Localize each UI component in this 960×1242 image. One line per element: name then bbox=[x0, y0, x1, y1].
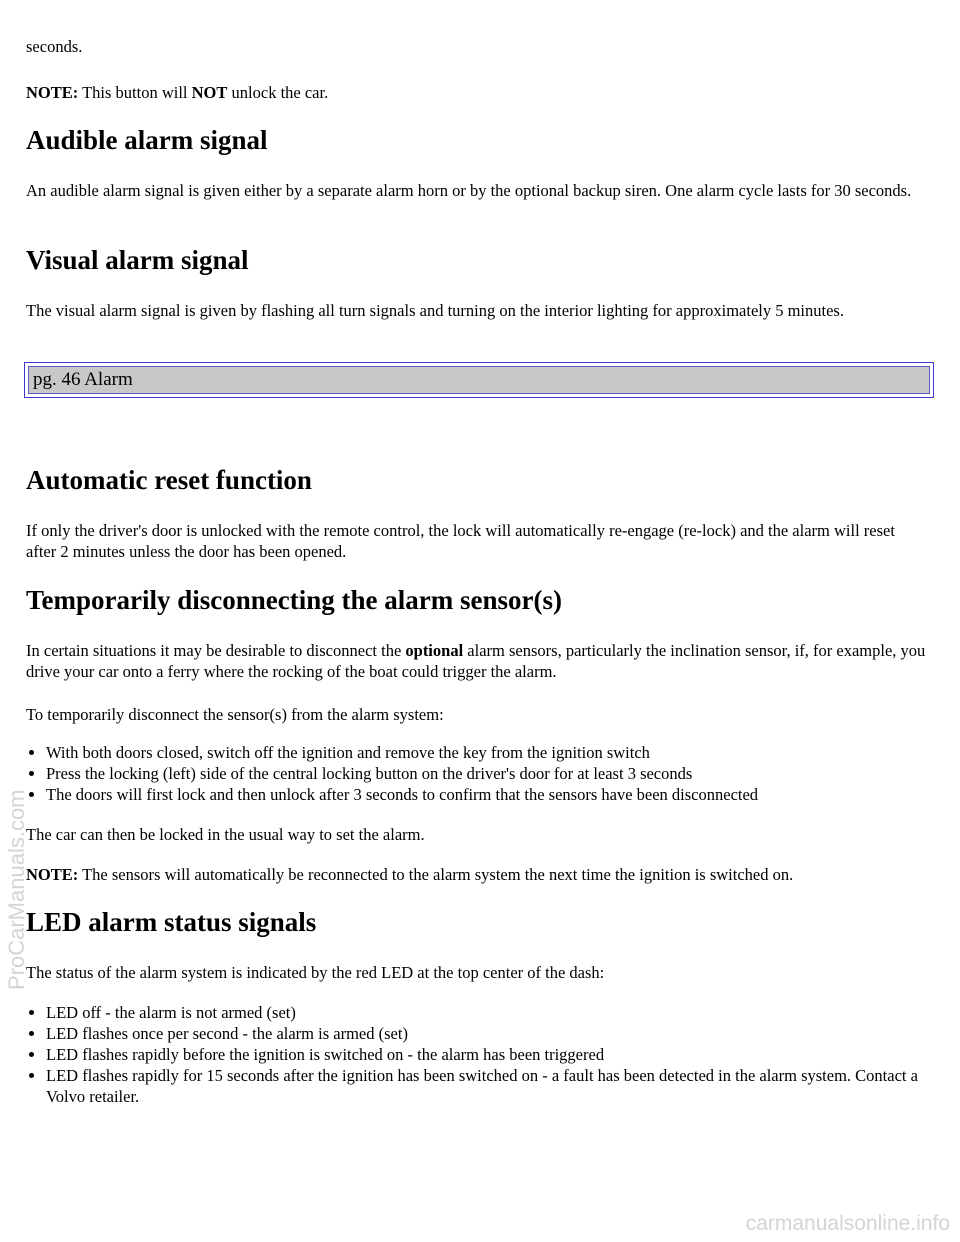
list-item: LED flashes rapidly before the ignition is switched on - the alarm has been triggered bbox=[26, 1044, 926, 1065]
list-item: With both doors closed, switch off the ignition and remove the key from the ignition switch bbox=[26, 742, 934, 763]
disconnect-body bbox=[26, 640, 934, 682]
heading-visual-alarm: Visual alarm signal bbox=[26, 245, 249, 275]
list-item: LED off - the alarm is not armed (set) bbox=[26, 1002, 926, 1023]
disconnect-body-2: alarm sensors, particularly the inclination sensor, if, for example, you drive your car onto a ferry where the rocking of the boat could trigger the alarm. bbox=[26, 641, 926, 681]
bottom-watermark: carmanualsonline.info bbox=[745, 1212, 950, 1235]
lock-usual-text: The car can then be locked in the usual way to set the alarm. bbox=[26, 825, 425, 844]
sensor-note-label: NOTE: bbox=[26, 865, 79, 884]
audible-alarm-body: An audible alarm signal is given either by a separate alarm horn or by the optional backup siren. One alarm cycle lasts for 30 seconds. bbox=[26, 181, 912, 200]
side-watermark-text: ProCarManuals.com bbox=[4, 789, 29, 990]
sensor-note bbox=[26, 864, 934, 885]
heading-automatic-reset: Automatic reset function bbox=[26, 465, 312, 495]
list-item: The doors will first lock and then unlock after 3 seconds to confirm that the sensors have been disconnected bbox=[26, 784, 934, 805]
side-watermark bbox=[2, 490, 29, 990]
disconnect-steps-list bbox=[26, 742, 934, 805]
led-status-body: The status of the alarm system is indicated by the red LED at the top center of the dash: bbox=[26, 963, 605, 982]
heading-led-status: LED alarm status signals bbox=[26, 907, 317, 937]
heading-audible-alarm: Audible alarm signal bbox=[26, 125, 268, 155]
list-item: Press the locking (left) side of the central locking button on the driver's door for at least 3 seconds bbox=[26, 763, 934, 784]
note-label: NOTE: bbox=[26, 83, 79, 102]
note-text-1: This button will bbox=[78, 83, 192, 102]
disconnect-emphasis: optional bbox=[405, 641, 464, 660]
led-status-list bbox=[26, 1002, 926, 1107]
page-reference-label: pg. 46 Alarm bbox=[28, 366, 930, 394]
list-item: LED flashes rapidly for 15 seconds after the ignition has been switched on - a fault has been detected in the alarm system. Contact a Volvo retailer. bbox=[26, 1065, 926, 1107]
page-reference-bar bbox=[24, 362, 934, 398]
note-text-2: unlock the car. bbox=[227, 83, 329, 102]
visual-alarm-body: The visual alarm signal is given by flashing all turn signals and turning on the interior lighting for approximately 5 minutes. bbox=[26, 301, 844, 320]
disconnect-steps-intro: To temporarily disconnect the sensor(s) from the alarm system: bbox=[26, 705, 444, 724]
automatic-reset-body: If only the driver's door is unlocked with the remote control, the lock will automatically re-engage (re-lock) and the alarm will reset after 2 minutes unless the door has been opened. bbox=[26, 521, 895, 561]
continued-text: seconds. bbox=[26, 37, 83, 56]
list-item: LED flashes once per second - the alarm is armed (set) bbox=[26, 1023, 926, 1044]
sensor-note-text: The sensors will automatically be reconnected to the alarm system the next time the ignition is switched on. bbox=[78, 865, 794, 884]
note-emphasis: NOT bbox=[191, 83, 228, 102]
heading-disconnect-sensors: Temporarily disconnecting the alarm sensor(s) bbox=[26, 585, 562, 615]
note-button bbox=[26, 82, 328, 103]
disconnect-body-1: In certain situations it may be desirable to disconnect the bbox=[26, 641, 406, 660]
